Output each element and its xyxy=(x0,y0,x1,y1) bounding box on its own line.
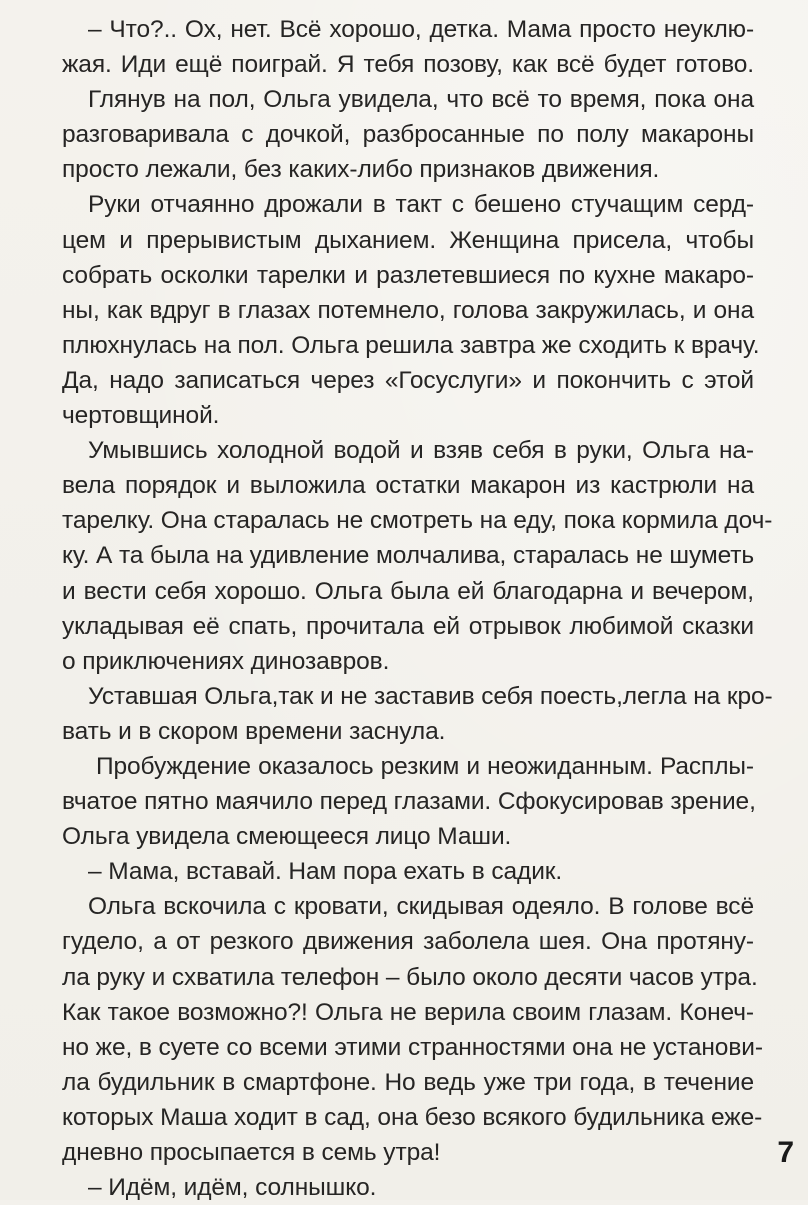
text-line: ку. А та была на удивление молчалива, старалась не шуметь xyxy=(62,542,755,570)
page-text xyxy=(62,12,773,1205)
text-line: гудело, а от резкого движения заболела шея. Она протяну- xyxy=(62,928,754,956)
text-line: собрать осколки тарелки и разлетевшиеся по кухне макаро- xyxy=(62,261,754,289)
text-line: чертовщиной. xyxy=(62,402,220,430)
text-line: вать и в скором времени заснула. xyxy=(62,717,446,745)
text-line: – Что?.. Ох, нет. Всё хорошо, детка. Мама просто неуклю- xyxy=(88,16,754,43)
text-line: плюхнулась на пол. Ольга решила завтра же сходить к врачу. xyxy=(62,331,760,359)
text-line: которых Маша ходит в сад, она безо всякого будильника еже- xyxy=(62,1103,763,1131)
text-line: и вести себя хорошо. Ольга была ей благодарна и вечером, xyxy=(62,577,754,605)
text-line: укладывая её спать, прочитала ей отрывок любимой сказки xyxy=(62,612,754,640)
text-line: о приключениях динозавров. xyxy=(62,647,390,675)
text-line: Умывшись холодной водой и взяв себя в руки, Ольга на- xyxy=(88,437,754,465)
text-line: цем и прерывистым дыханием. Женщина присела, чтобы xyxy=(62,226,754,254)
text-line: Уставшая Ольга,так и не заставив себя поесть,легла на кро- xyxy=(88,682,773,710)
text-line: Да, надо записаться через «Госуслуги» и покончить с этой xyxy=(62,366,754,394)
text-line: – Мама, вставай. Нам пора ехать в садик. xyxy=(88,858,563,886)
text-line: дневно просыпается в семь утра! xyxy=(62,1139,441,1166)
text-line: Ольга вскочила с кровати, скидывая одеяло. В голове всё xyxy=(88,893,754,921)
text-line: – Идём, идём, солнышко. xyxy=(88,1174,377,1202)
text-line: Как такое возможно?! Ольга не верила своим глазам. Конеч- xyxy=(62,998,754,1026)
text-line: но же, в суете со всеми этими странностями она не установи- xyxy=(62,1033,763,1061)
text-line: Пробуждение оказалось резким и неожиданным. Расплы- xyxy=(96,752,754,780)
text-line: вчатое пятно маячило перед глазами. Сфокусировав зрение, xyxy=(62,788,756,816)
text-line: ла будильник в смартфоне. Но ведь уже три года, в течение xyxy=(62,1068,754,1096)
page-number: 7 xyxy=(777,1136,794,1169)
text-line: жая. Иди ещё поиграй. Я тебя позову, как всё будет готово. xyxy=(62,51,754,79)
text-line: Ольга увидела смеющееся лицо Маши. xyxy=(62,823,512,851)
text-line: вела порядок и выложила остатки макарон из кастрюли на xyxy=(62,472,754,500)
text-line: ны, как вдруг в глазах потемнело, голова закружилась, и она xyxy=(62,296,754,324)
text-line: просто лежали, без каких-либо признаков движения. xyxy=(62,156,660,184)
text-line: разговаривала с дочкой, разбросанные по полу макароны xyxy=(62,121,754,149)
text-line: Глянув на пол, Ольга увидела, что всё то время, пока она xyxy=(88,86,754,114)
text-line: тарелку. Она старалась не смотреть на еду, пока кормила доч- xyxy=(62,507,773,535)
text-line: Руки отчаянно дрожали в такт с бешено стучащим серд- xyxy=(88,191,754,219)
text-line: ла руку и схватила телефон – было около десяти часов утра. xyxy=(62,963,758,991)
